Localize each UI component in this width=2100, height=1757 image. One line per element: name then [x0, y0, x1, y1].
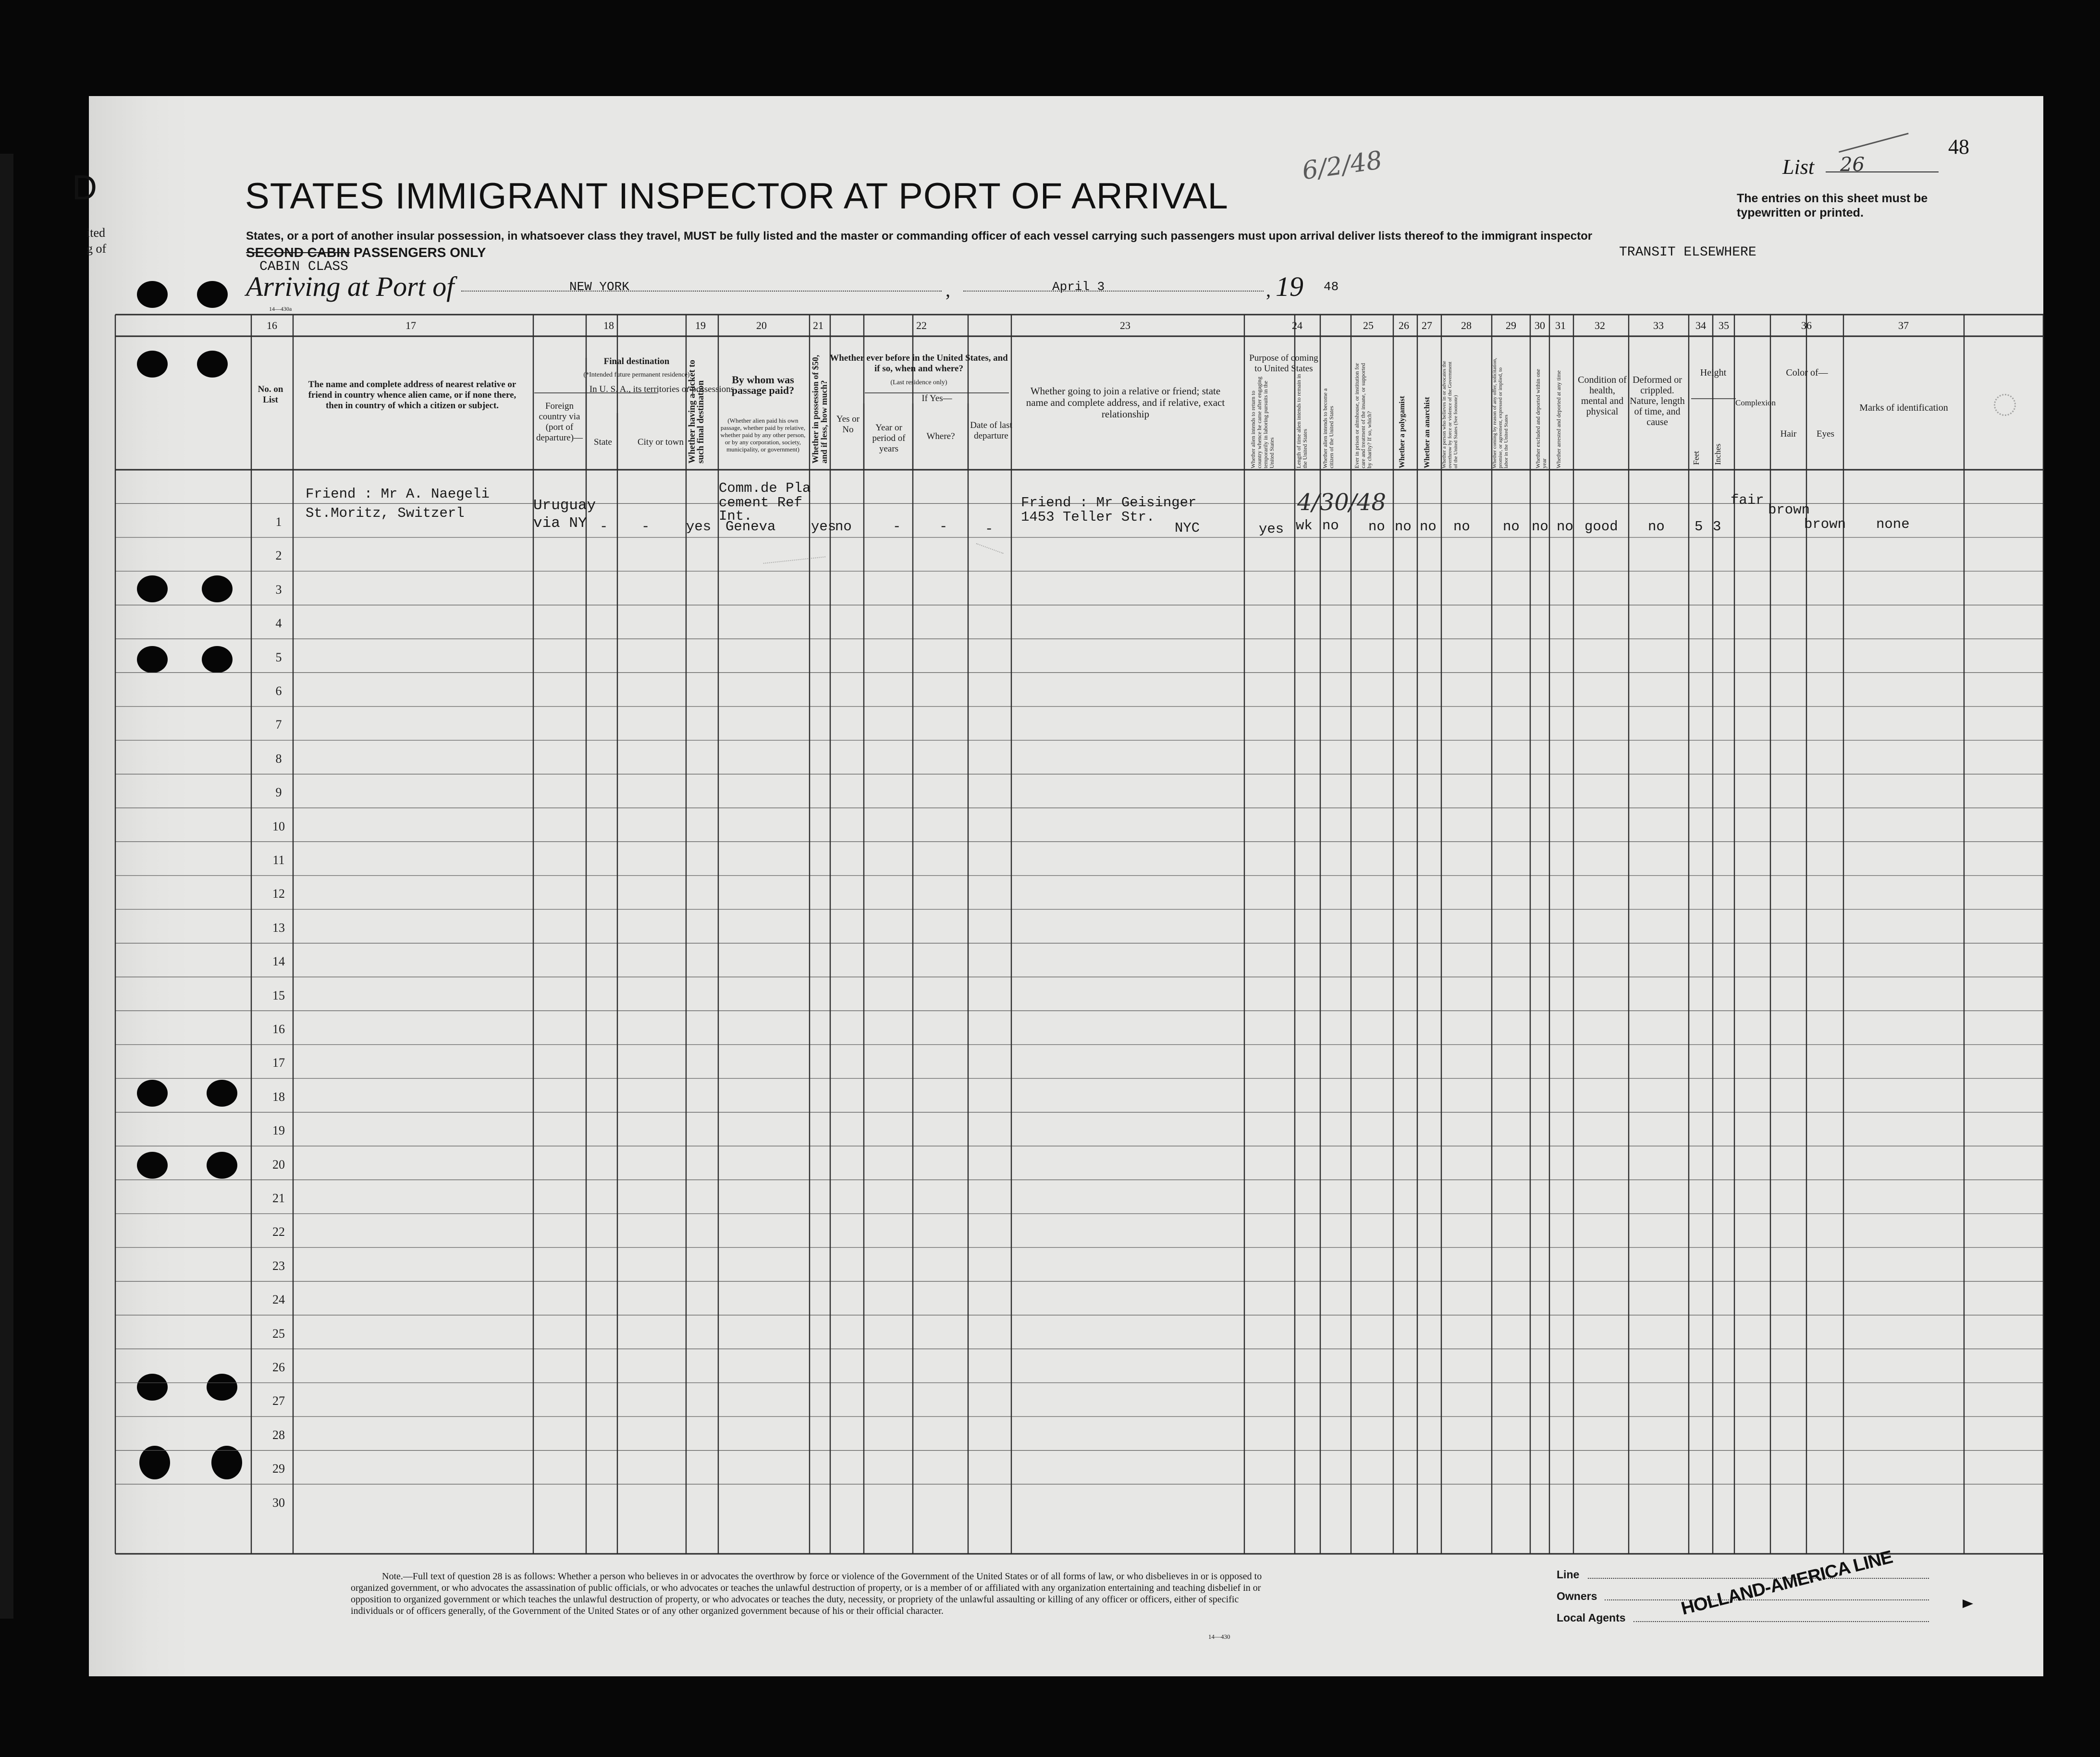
header-complexion: Complexion — [1735, 398, 1776, 407]
entry-labor: no — [1503, 519, 1520, 535]
header-overthrow: Whether a person who believes in or advocates the overthrow by force or violence of the Government of the United States (See footnote) — [1441, 361, 1459, 468]
column-number: 31 — [1555, 319, 1566, 331]
entry-paid-line3: Int. — [719, 508, 752, 524]
header-inches: Inches — [1713, 443, 1722, 465]
row-number: 20 — [272, 1157, 285, 1171]
instruction-notice: States, or a port of another insular possession, in whatsoever class they travel, MUST be fully listed and the master or commanding officer of each vessel carrying such passengers must upon arrival deliver lists thereof to the immigrant inspector — [246, 230, 1593, 243]
edge-smudge — [1994, 394, 2016, 416]
row-number: 3 — [275, 582, 282, 597]
header-height: Height — [1700, 367, 1727, 378]
row-number: 28 — [272, 1428, 285, 1442]
previous-page-fragment: ited — [86, 226, 105, 240]
entry-purpose-length: wk — [1296, 518, 1313, 534]
column-number: 23 — [1120, 319, 1130, 331]
header-in-usa: In U. S. A., its territories or possessions — [589, 384, 735, 394]
header-eyes: Eyes — [1817, 429, 1834, 439]
entry-anarchist: no — [1420, 519, 1437, 535]
question-28-note: Note.—Full text of question 28 is as follows: Whether a person who believes in or advocates the overthrow by force or violence of the Government of the United States or of all forms of law, or who disbelieves in or is opposed to organized government, or who advocates the assassination of public officials, or who advocates or teaches the unlawful destruction of property, or is a member of or affiliated with any organization entertaining and teaching disbelief in or opposition to organized government or which teaches the unlawful destruction of property, or who advocates or teaches the duty, necessity, or propriety of the unlawful assaulting or killing of any officer or officers, either of specific individuals or of officers generally, of the Government of the United States or of any other organized government because of his or their official character. — [351, 1571, 1262, 1616]
row-number: 18 — [272, 1089, 285, 1104]
header-state: State — [594, 437, 612, 447]
header-passage-paid: By whom was passage paid? — [731, 374, 795, 396]
entry-paid-line1: Comm.de Pla — [719, 480, 811, 496]
header-if-yes: If Yes— — [921, 393, 952, 403]
header-ticket: Whether having a ticket to such final destination — [687, 359, 706, 464]
column-number: 27 — [1422, 319, 1432, 331]
list-number: 26 — [1840, 154, 1865, 176]
entry-polygamist: no — [1395, 519, 1412, 535]
header-where: Where? — [926, 431, 955, 441]
row-number: 2 — [275, 549, 282, 563]
entry-purpose-return: yes — [1259, 521, 1284, 537]
row-number: 14 — [272, 954, 285, 969]
header-arrested: Whether arrested and deported at any time — [1555, 370, 1562, 468]
page-number: 48 — [1948, 135, 1969, 159]
entry-joining-city: NYC — [1175, 520, 1200, 536]
holland-america-stamp: HOLLAND-AMERICA LINE — [1679, 1547, 1895, 1619]
column-number: 24 — [1292, 319, 1302, 331]
row-number: 9 — [275, 785, 282, 800]
entry-where: - — [939, 519, 948, 535]
arriving-label: Arriving at Port of — [246, 271, 454, 302]
entry-complexion: fair — [1731, 492, 1764, 508]
column-number: 34 — [1695, 319, 1706, 331]
class-typed: CABIN CLASS — [259, 259, 348, 274]
arrival-year: 48 — [1324, 280, 1339, 294]
comma: , — [946, 279, 950, 301]
header-final-destination-sub: (*Intended future permanent residence) — [583, 371, 690, 378]
entry-state: - — [600, 519, 608, 535]
header-joining: Whether going to join a relative or friend; state name and complete address, and if relative, exact relationship — [1026, 385, 1225, 420]
entry-relative-line2: St.Moritz, Switzerl — [306, 505, 465, 521]
row-number: 15 — [272, 988, 285, 1002]
header-relative-address: The name and complete address of nearest relative or friend in country whence alien came, or if none there, then in country of which a citizen or subject. — [308, 379, 516, 411]
entry-money: yes — [811, 519, 836, 535]
column-number: 19 — [695, 319, 706, 331]
column-number: 16 — [267, 319, 277, 331]
header-final-destination: Final destination — [603, 356, 670, 366]
entry-before-us: no — [835, 519, 852, 535]
port-value: NEW YORK — [569, 280, 629, 294]
column-number: 36 — [1801, 319, 1812, 331]
column-number: 17 — [405, 319, 416, 331]
list-label: List — [1782, 155, 1815, 179]
header-purpose-return: Whether alien intends to return to country whence he came after engaging temporarily in laboring pursuits in the United States — [1250, 377, 1275, 468]
column-number: 35 — [1719, 319, 1729, 331]
header-foreign-country: Foreign country via (port of departure)— — [536, 401, 583, 443]
arrival-date: April 3 — [1052, 280, 1105, 294]
header-money: Whether in possession of $50, and if less, how much? — [811, 354, 829, 464]
header-marks: Marks of identification — [1859, 403, 1948, 413]
entry-ticket: yes — [686, 519, 712, 535]
column-number: 20 — [756, 319, 767, 331]
row-number: 21 — [272, 1191, 285, 1205]
row-number: 11 — [272, 853, 285, 867]
row-number: 25 — [272, 1326, 285, 1341]
entry-hair: brown — [1768, 502, 1810, 518]
agents-label: Local Agents — [1557, 1611, 1626, 1624]
row-number: 29 — [272, 1462, 285, 1476]
column-number: 30 — [1535, 319, 1545, 331]
column-number: 18 — [603, 319, 614, 331]
row-number: 22 — [272, 1225, 285, 1239]
header-passage-paid-sub: (Whether alien paid his own passage, whether paid by relative, whether paid by any other person, or by any corporation, society, municipality, or government) — [720, 417, 806, 453]
entry-health: good — [1584, 519, 1618, 535]
header-prison: Ever in prison or almshouse, or institution for care and treatment of the insane, or supported by charity? If so, which? — [1353, 363, 1373, 468]
entry-paid-line4: Geneva — [725, 519, 776, 535]
line-label: Line — [1557, 1568, 1580, 1581]
entry-joining-line2: 1453 Teller Str. — [1021, 509, 1155, 525]
entry-departure: - — [985, 521, 994, 537]
header-color-of: Color of— — [1786, 367, 1828, 378]
handwritten-date: 6/2/48 — [1300, 146, 1384, 186]
row-number: 27 — [272, 1394, 285, 1408]
form-title: STATES IMMIGRANT INSPECTOR AT PORT OF ARRIVAL — [245, 176, 1228, 217]
header-year: Year or period of years — [872, 423, 906, 454]
year-prefix: 19 — [1276, 271, 1303, 302]
entry-marks: none — [1876, 516, 1910, 532]
entry-purpose-handwritten: 4/30/48 — [1297, 489, 1387, 516]
row-number: 23 — [272, 1258, 285, 1273]
entry-foreign-line1: Uruguay — [533, 497, 596, 514]
header-health: Condition of health, mental and physical — [1578, 375, 1627, 417]
header-anarchist: Whether an anarchist — [1423, 397, 1431, 468]
entry-arrested: no — [1557, 519, 1573, 535]
header-last-departure: Date of last departure — [970, 420, 1012, 441]
line-dots — [1588, 1578, 1929, 1579]
header-deformed: Deformed or crippled. Nature, length of time, and cause — [1630, 375, 1685, 427]
header-last-residence: (Last residence only) — [890, 379, 947, 386]
row-number: 16 — [272, 1022, 285, 1036]
class-rest: PASSENGERS ONLY — [350, 245, 486, 260]
comma: , — [1266, 279, 1271, 301]
entry-eyes: brown — [1804, 516, 1846, 532]
owners-dots — [1605, 1599, 1929, 1600]
form-code-bottom: 14—430 — [1208, 1633, 1230, 1640]
row-number: 12 — [272, 887, 285, 901]
entry-city: - — [641, 519, 650, 535]
header-feet: Feet — [1692, 451, 1701, 465]
entry-excluded: no — [1532, 519, 1548, 535]
entry-paid-line2: cement Ref — [719, 495, 803, 511]
column-number: 32 — [1595, 319, 1605, 331]
entry-inches: 3 — [1713, 519, 1721, 535]
agents-dots — [1633, 1621, 1929, 1622]
row-number: 17 — [272, 1056, 285, 1070]
row-number: 19 — [272, 1123, 285, 1138]
typewrite-instruction: The entries on this sheet must be typewritten or printed. — [1737, 192, 1928, 220]
header-purpose-length: Length of time alien intends to remain in the United States — [1295, 374, 1308, 468]
header-purpose: Purpose of coming to United States — [1249, 353, 1318, 374]
header-before-in-us: Whether ever before in the United States, and if so, when and where? — [830, 353, 1008, 374]
form-code-top: 14—430a — [269, 305, 292, 312]
row-number: 4 — [275, 616, 282, 631]
entry-feet: 5 — [1695, 519, 1703, 535]
owners-label: Owners — [1557, 1590, 1597, 1602]
column-number: 37 — [1898, 319, 1909, 331]
previous-page-fragment: D — [72, 169, 97, 207]
row-number: 10 — [272, 819, 285, 833]
column-number: 22 — [916, 319, 927, 331]
header-city: City or town — [637, 437, 684, 447]
row-number: 1 — [275, 515, 282, 529]
header-purpose-citizen: Whether alien intends to become a citizen of the United States — [1322, 388, 1335, 468]
struck-class: SECOND CABIN — [246, 245, 350, 260]
column-number: 25 — [1363, 319, 1374, 331]
row-number: 7 — [275, 718, 282, 732]
column-number: 21 — [813, 319, 823, 331]
entry-prison: no — [1368, 519, 1385, 535]
row-number: 24 — [272, 1293, 285, 1307]
corner-arrow-mark — [1963, 1599, 1973, 1608]
transit-note: TRANSIT ELSEWHERE — [1619, 245, 1756, 260]
header-yes-no: Yes or No — [836, 414, 860, 435]
entry-year: - — [893, 519, 901, 535]
entry-purpose-citizen: no — [1322, 518, 1339, 534]
column-number: 29 — [1506, 319, 1516, 331]
row-number: 5 — [275, 650, 282, 664]
column-number: 33 — [1653, 319, 1664, 331]
row-number: 6 — [275, 684, 282, 698]
entry-deformed: no — [1648, 519, 1665, 535]
row-number: 30 — [272, 1495, 285, 1510]
row-number: 13 — [272, 920, 285, 935]
entry-foreign-line2: via NY — [533, 515, 587, 532]
entry-joining-line1: Friend : Mr Geisinger — [1021, 495, 1197, 511]
row-number: 8 — [275, 751, 282, 766]
header-no-on-list: No. on List — [258, 384, 283, 405]
header-hair: Hair — [1780, 429, 1797, 439]
entry-overthrow: no — [1453, 519, 1470, 535]
header-polygamist: Whether a polygamist — [1398, 396, 1406, 468]
column-number: 26 — [1399, 319, 1409, 331]
header-excluded: Whether excluded and deported within one year — [1535, 369, 1547, 468]
row-number: 26 — [272, 1360, 285, 1374]
entry-relative-line1: Friend : Mr A. Naegeli — [306, 486, 490, 502]
column-number: 28 — [1461, 319, 1472, 331]
header-labor-offer: Whether coming by reason of any offer, solicitation, promise, or agreement, expressed or implied, to labor in the United States — [1492, 358, 1509, 468]
previous-page-fragment: g of — [86, 242, 107, 256]
